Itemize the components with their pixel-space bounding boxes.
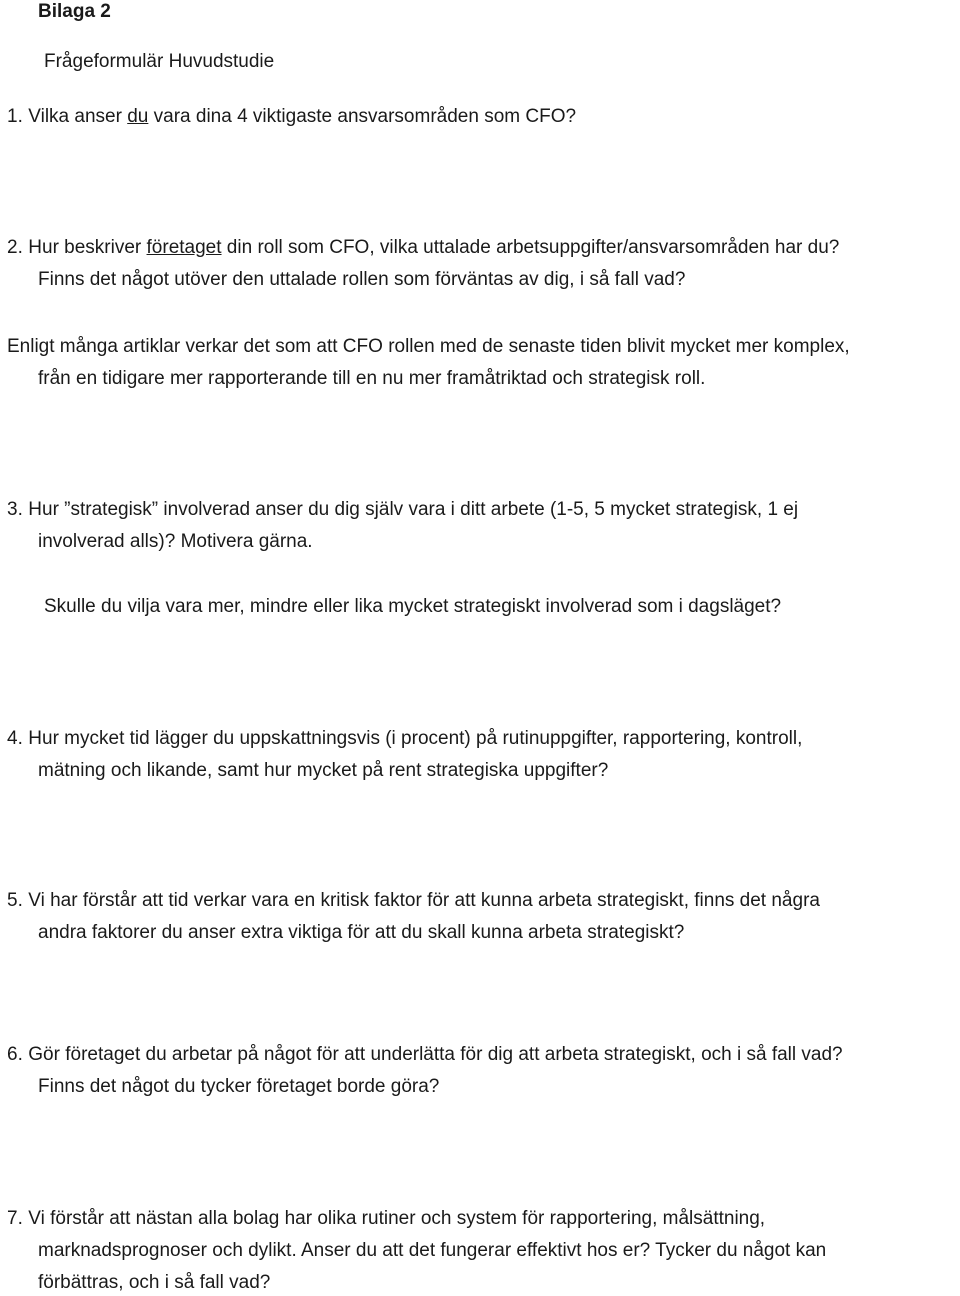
question-6-line-2: Finns det något du tycker företaget borde göra? [38,1076,440,1097]
question-2-context-line-1: Enligt många artiklar verkar det som att CFO rollen med de senaste tiden blivit mycket mer komplex, [7,336,850,357]
question-2-line-1 [7,236,839,260]
question-3-line-1 [7,498,798,522]
question-3-followup: Skulle du vilja vara mer, mindre eller lika mycket strategiskt involverad som i dagsläget? [44,596,782,617]
question-text: Hur mycket tid lägger du uppskattningsvis (i procent) på rutinuppgifter, rapportering, kontroll, [28,728,803,749]
question-3-line-2: involverad alls)? Motivera gärna. [38,531,313,552]
question-text: Vi förstår att nästan alla bolag har olika rutiner och system för rapportering, målsättning, [28,1208,766,1229]
question-number: 3. [7,499,23,520]
question-6-line-1 [7,1043,843,1067]
question-7-line-1 [7,1207,765,1231]
question-text: din roll som CFO, vilka uttalade arbetsuppgifter/ansvarsområden har du? [221,237,840,258]
question-number: 2. [7,237,23,258]
question-text: Gör företaget du arbetar på något för att underlätta för dig att arbeta strategiskt, och i så fall vad? [28,1044,843,1065]
question-number: 4. [7,728,23,749]
question-4-line-1 [7,727,802,751]
underlined-word: företaget [146,237,222,258]
question-2-context-line-2: från en tidigare mer rapporterande till en nu mer framåtriktad och strategisk roll. [38,368,706,389]
question-number: 5. [7,890,23,911]
question-text: Vi har förstår att tid verkar vara en kritisk faktor för att kunna arbeta strategiskt, finns det några [28,890,820,911]
question-5-line-2: andra faktorer du anser extra viktiga för att du skall kunna arbeta strategiskt? [38,922,685,943]
question-1 [7,105,576,129]
question-number: 7. [7,1208,23,1229]
form-title: Frågeformulär Huvudstudie [44,51,275,72]
question-text: vara dina 4 viktigaste ansvarsområden som CFO? [148,106,577,127]
question-4-line-2: mätning och likande, samt hur mycket på rent strategiska uppgifter? [38,760,609,781]
underlined-word: du [127,106,149,127]
question-5-line-1 [7,889,820,913]
question-2-line-2: Finns det något utöver den uttalade rollen som förväntas av dig, i så fall vad? [38,269,686,290]
question-text: Hur ”strategisk” involverad anser du dig själv vara i ditt arbete (1-5, 5 mycket strategisk, 1 ej [28,499,799,520]
question-number: 1. [7,106,23,127]
appendix-label: Bilaga 2 [38,1,111,22]
question-number: 6. [7,1044,23,1065]
question-7-line-2: marknadsprognoser och dylikt. Anser du att det fungerar effektivt hos er? Tycker du något kan [38,1240,827,1261]
question-text: Hur beskriver [28,237,147,258]
question-7-line-3: förbättras, och i så fall vad? [38,1272,271,1293]
question-text: Vilka anser [28,106,128,127]
